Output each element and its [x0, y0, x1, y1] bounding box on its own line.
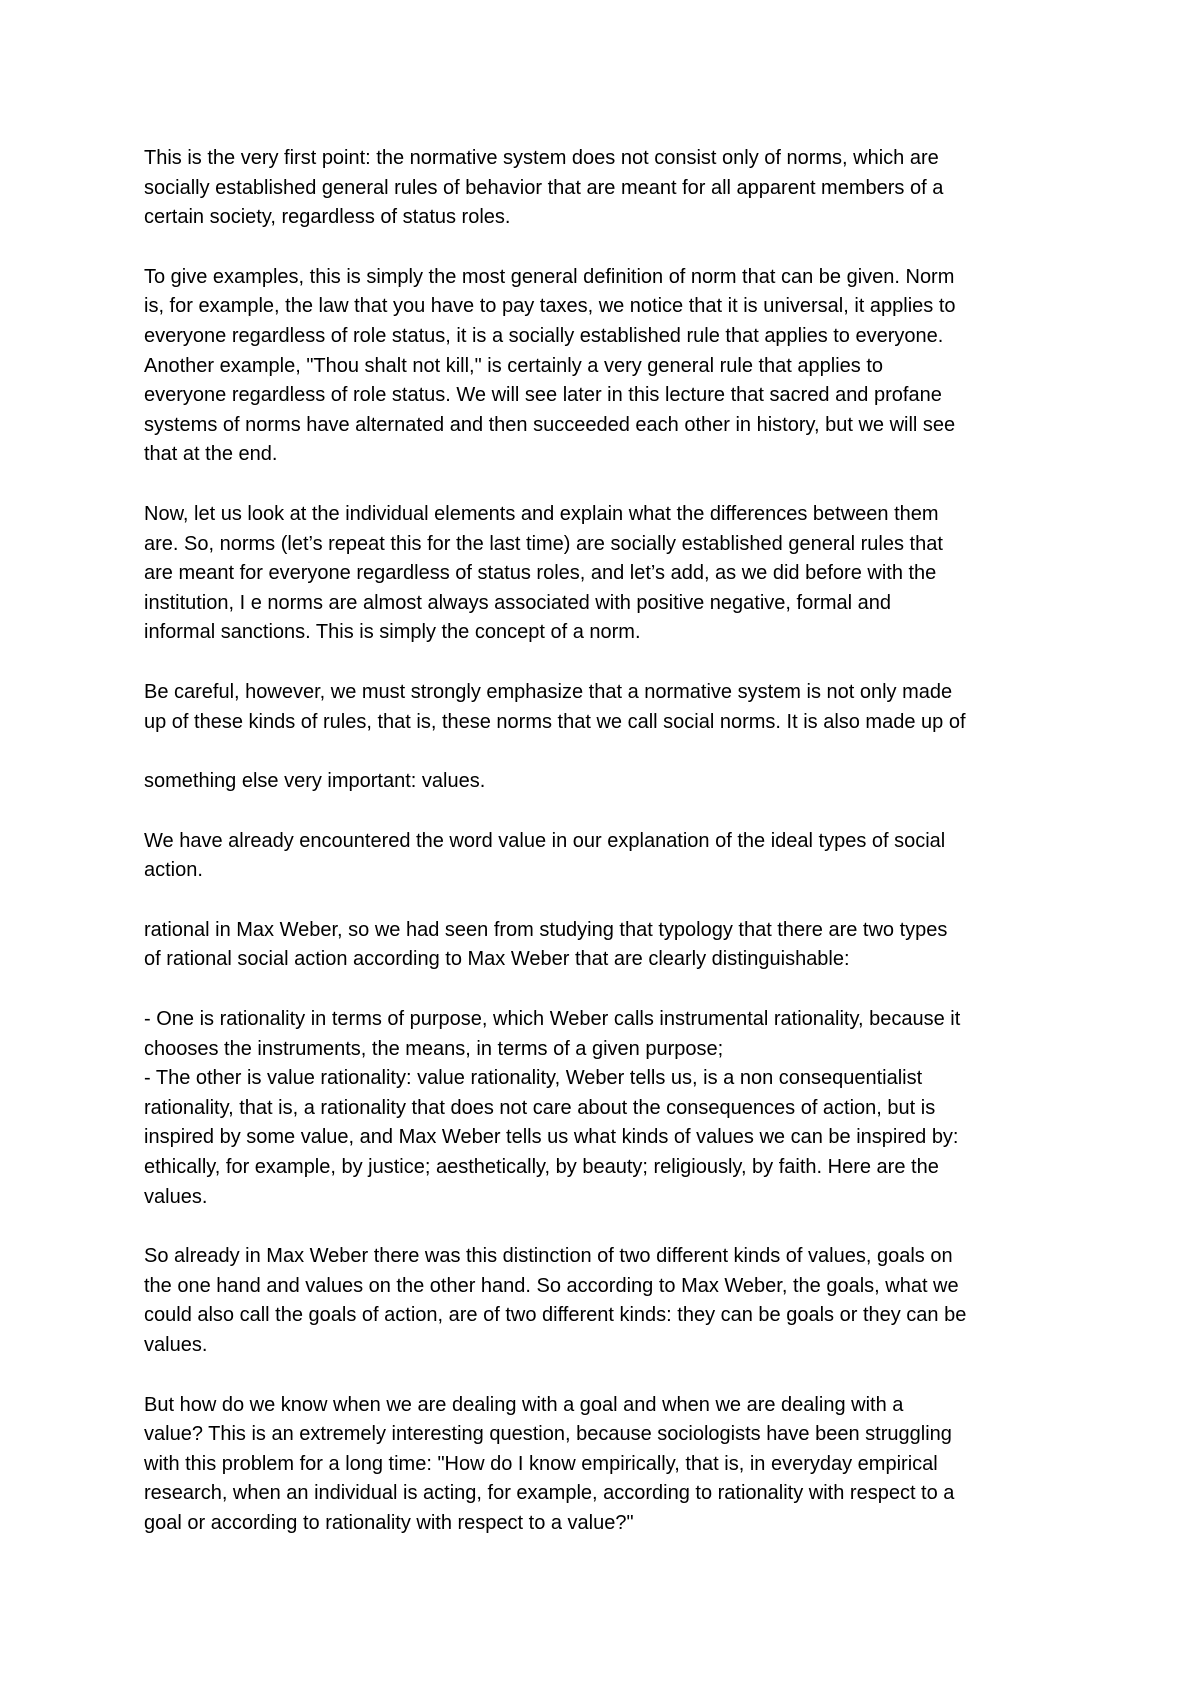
text-line: action.	[144, 859, 203, 882]
paragraph	[144, 1242, 1064, 1360]
paragraph	[144, 263, 1064, 470]
text-line: values.	[144, 1185, 208, 1208]
text-line: Be careful, however, we must strongly emphasize that a normative system is not only made	[144, 680, 953, 703]
text-line: is, for example, the law that you have to pay taxes, we notice that it is universal, it applies to	[144, 295, 956, 318]
text-line: something else very important: values.	[144, 770, 486, 793]
text-line: values.	[144, 1334, 208, 1356]
paragraph	[144, 916, 1064, 975]
paragraph	[144, 767, 1064, 797]
paragraph	[144, 678, 1064, 737]
text-line: rationality, that is, a rationality that does not care about the consequences of action, but is	[144, 1096, 936, 1119]
text-line: value? This is an extremely interesting question, because sociologists have been struggling	[144, 1423, 952, 1446]
text-line: the one hand and values on the other hand. So according to Max Weber, the goals, what we	[144, 1274, 959, 1297]
text-line: Now, let us look at the individual elements and explain what the differences between them	[144, 502, 939, 525]
text-line: chooses the instruments, the means, in terms of a given purpose;	[144, 1037, 724, 1060]
text-line: could also call the goals of action, are of two different kinds: they can be goals or they can be	[144, 1304, 967, 1327]
text-line: research, when an individual is acting, for example, according to rationality with respect to a	[144, 1482, 955, 1505]
document-body	[144, 144, 1064, 1569]
text-line: Another example, "Thou shalt not kill," is certainly a very general rule that applies to	[144, 354, 884, 377]
text-line: - One is rationality in terms of purpose, which Weber calls instrumental rationality, because it	[144, 1008, 961, 1031]
text-line: But how do we know when we are dealing with a goal and when we are dealing with a	[144, 1393, 904, 1416]
text-line: are. So, norms (let’s repeat this for the last time) are socially established general rules that	[144, 532, 943, 555]
text-line: We have already encountered the word value in our explanation of the ideal types of social	[144, 829, 946, 852]
text-line: goal or according to rationality with respect to a value?"	[144, 1511, 634, 1534]
text-line: - The other is value rationality: value rationality, Weber tells us, is a non consequentialist	[144, 1067, 923, 1090]
paragraph	[144, 827, 1064, 886]
paragraph	[144, 1005, 1064, 1064]
text-line: inspired by some value, and Max Weber tells us what kinds of values we can be inspired by:	[144, 1126, 959, 1149]
text-line: that at the end.	[144, 443, 278, 466]
text-line: rational in Max Weber, so we had seen from studying that typology that there are two types	[144, 918, 948, 941]
text-line: are meant for everyone regardless of status roles, and let’s add, as we did before with the	[144, 562, 937, 585]
text-line: ethically, for example, by justice; aesthetically, by beauty; religiously, by faith. Here are the	[144, 1156, 939, 1179]
paragraph	[144, 1064, 1064, 1212]
text-line: informal sanctions. This is simply the concept of a norm.	[144, 621, 641, 644]
paragraph	[144, 144, 1064, 233]
text-line: of rational social action according to Max Weber that are clearly distinguishable:	[144, 948, 850, 971]
paragraph	[144, 500, 1064, 648]
paragraph	[144, 1391, 1064, 1539]
text-line: certain society, regardless of status roles.	[144, 206, 511, 229]
text-line: everyone regardless of role status, it is a socially established rule that applies to everyone.	[144, 324, 944, 347]
text-line: This is the very first point: the normative system does not consist only of norms, which are	[144, 147, 939, 169]
text-line: everyone regardless of role status. We will see later in this lecture that sacred and profane	[144, 384, 942, 407]
text-line: To give examples, this is simply the most general definition of norm that can be given. Norm	[144, 265, 955, 288]
text-line: with this problem for a long time: "How do I know empirically, that is, in everyday empirical	[144, 1452, 938, 1475]
text-line: institution, I e norms are almost always associated with positive negative, formal and	[144, 591, 892, 614]
text-line: So already in Max Weber there was this distinction of two different kinds of values, goals on	[144, 1245, 953, 1268]
text-line: systems of norms have alternated and then succeeded each other in history, but we will see	[144, 413, 956, 436]
text-line: up of these kinds of rules, that is, these norms that we call social norms. It is also made up of	[144, 710, 966, 733]
text-line: socially established general rules of behavior that are meant for all apparent members of a	[144, 176, 944, 199]
